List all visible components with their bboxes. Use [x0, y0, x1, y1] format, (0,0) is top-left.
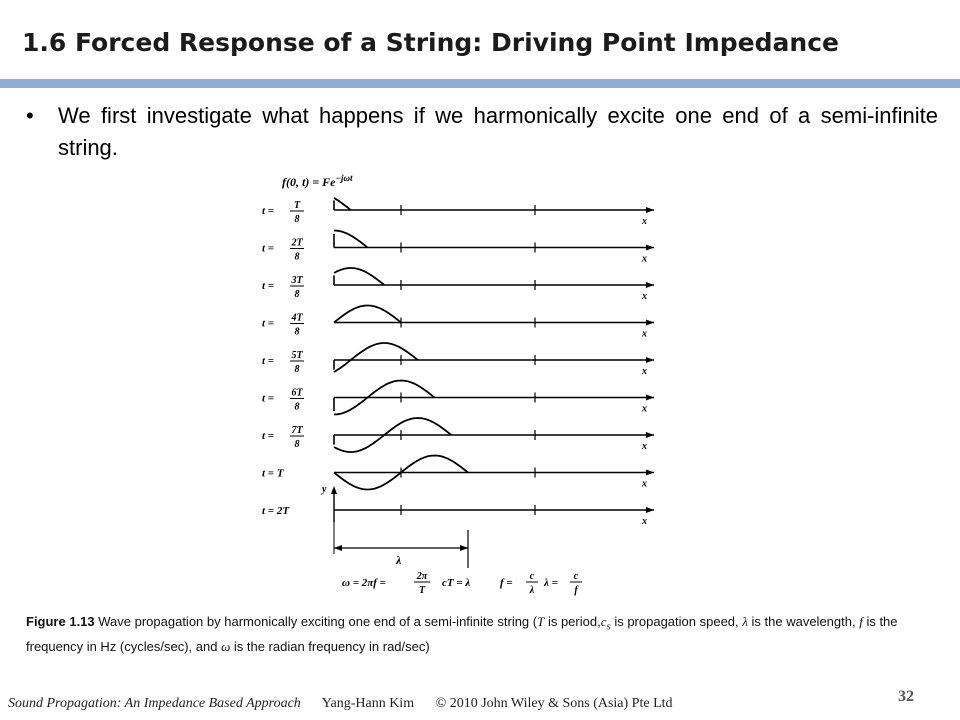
row-label-num: 2T	[291, 237, 303, 249]
row-axis-arrow	[646, 320, 654, 326]
caption-text-4: is the wavelength,	[747, 614, 860, 629]
eq-omega-num: 2π	[416, 571, 428, 582]
row-label-den: 8	[294, 289, 300, 300]
footer-copyright: © 2010 John Wiley & Sons (Asia) Pte Ltd	[435, 696, 673, 711]
row-axis-label: x	[642, 253, 647, 265]
caption-text-2: is period,	[544, 614, 601, 629]
caption-text-5: is the frequency in Hz (cycles/sec), and	[26, 614, 898, 654]
figure-caption	[26, 612, 936, 657]
row-wave	[334, 231, 368, 248]
figure-svg	[250, 168, 670, 600]
title-underline	[0, 79, 960, 88]
row-axis-arrow	[646, 282, 654, 288]
caption-text-1: Wave propagation by harmonically exciting one end of a semi-infinite string (	[94, 614, 538, 629]
eq-lambda: λ =	[544, 577, 558, 589]
row-label-den: 8	[294, 214, 300, 225]
row-label: t =	[262, 280, 275, 292]
row-label: t =	[262, 355, 275, 367]
eq-lambda-den: f	[574, 585, 578, 596]
row-wave	[334, 268, 384, 285]
row-label-num: 4T	[291, 312, 303, 324]
eq-omega-den: T	[418, 585, 426, 596]
caption-c: c	[600, 614, 607, 629]
row-axis-arrow	[646, 432, 654, 438]
eq-omega: ω = 2πf =	[342, 577, 386, 589]
slide-footer	[8, 696, 691, 712]
row-wave	[334, 198, 351, 210]
row-label-den: 8	[294, 401, 300, 413]
y-axis-arrow	[331, 486, 337, 494]
row-axis-label: x	[642, 441, 647, 452]
caption-text-6: is the radian frequency in rad/sec)	[230, 638, 430, 654]
row-axis-arrow	[646, 470, 654, 476]
row-label-den: 8	[294, 326, 300, 338]
page-number: 32	[898, 688, 914, 705]
eq-f-num: c	[529, 571, 535, 582]
eq-f-den: λ	[529, 585, 535, 596]
row-axis-label: x	[642, 516, 647, 527]
row-axis-label: x	[642, 216, 647, 227]
row-label: t =	[262, 242, 275, 255]
row-label: t =	[262, 430, 275, 442]
eq-f: f =	[500, 577, 513, 589]
row-label: t = T	[262, 467, 284, 480]
row-wave	[334, 306, 401, 323]
row-axis-arrow	[646, 507, 654, 513]
slide-title: 1.6 Forced Response of a String: Driving Point Impedance	[22, 28, 839, 57]
caption-label: Figure 1.13	[26, 614, 95, 629]
row-label-den: 8	[294, 439, 300, 450]
row-label: t = 2T	[262, 505, 290, 517]
wave-rows	[262, 198, 654, 554]
eq-ct: cT = λ	[442, 577, 471, 589]
wave-propagation-figure	[250, 168, 670, 600]
bullet-dot-icon: •	[26, 103, 34, 128]
caption-c-sub: s	[606, 620, 611, 633]
row-axis-label: x	[642, 366, 647, 377]
bullet-text: We first investigate what happens if we harmonically excite one end of a semi-infinite string.	[58, 103, 938, 160]
caption-T: T	[537, 614, 545, 629]
row-axis-arrow	[646, 357, 654, 363]
row-axis-arrow	[646, 395, 654, 401]
caption-lambda: λ	[742, 614, 748, 629]
row-label-num: 3T	[291, 275, 303, 286]
row-wave	[334, 343, 418, 372]
row-axis-label: x	[642, 478, 647, 490]
row-label-num: 5T	[291, 350, 303, 361]
row-label: t =	[262, 392, 275, 405]
row-label-num: 7T	[291, 425, 303, 436]
lambda-arrow-right	[460, 545, 468, 551]
lambda-arrow-left	[334, 545, 342, 551]
footer-book-title: Sound Propagation: An Impedance Based Approach	[8, 696, 301, 711]
row-label: t =	[262, 317, 275, 330]
row-label-num: 6T	[291, 387, 303, 399]
footer-author: Yang-Hann Kim	[321, 696, 415, 711]
bullet-item	[26, 100, 938, 164]
row-label-den: 8	[294, 251, 300, 263]
row-label: t =	[262, 205, 275, 217]
lambda-label: λ	[396, 553, 402, 567]
caption-f: f	[859, 614, 863, 629]
caption-omega: ω	[221, 638, 231, 654]
row-axis-arrow	[646, 245, 654, 251]
eq-lambda-num: c	[573, 571, 579, 582]
y-axis-label: y	[322, 484, 327, 495]
caption-text-3: is propagation speed,	[610, 614, 743, 629]
row-label-num: T	[293, 200, 301, 211]
row-axis-label: x	[642, 291, 647, 302]
row-axis-arrow	[646, 207, 654, 213]
row-axis-label: x	[642, 403, 647, 415]
top-equation: f(0, $t) = Fe^{-j\omega t}$	[282, 173, 353, 189]
row-label-den: 8	[294, 364, 300, 375]
row-axis-label: x	[642, 328, 647, 340]
figure-equations	[334, 530, 582, 596]
